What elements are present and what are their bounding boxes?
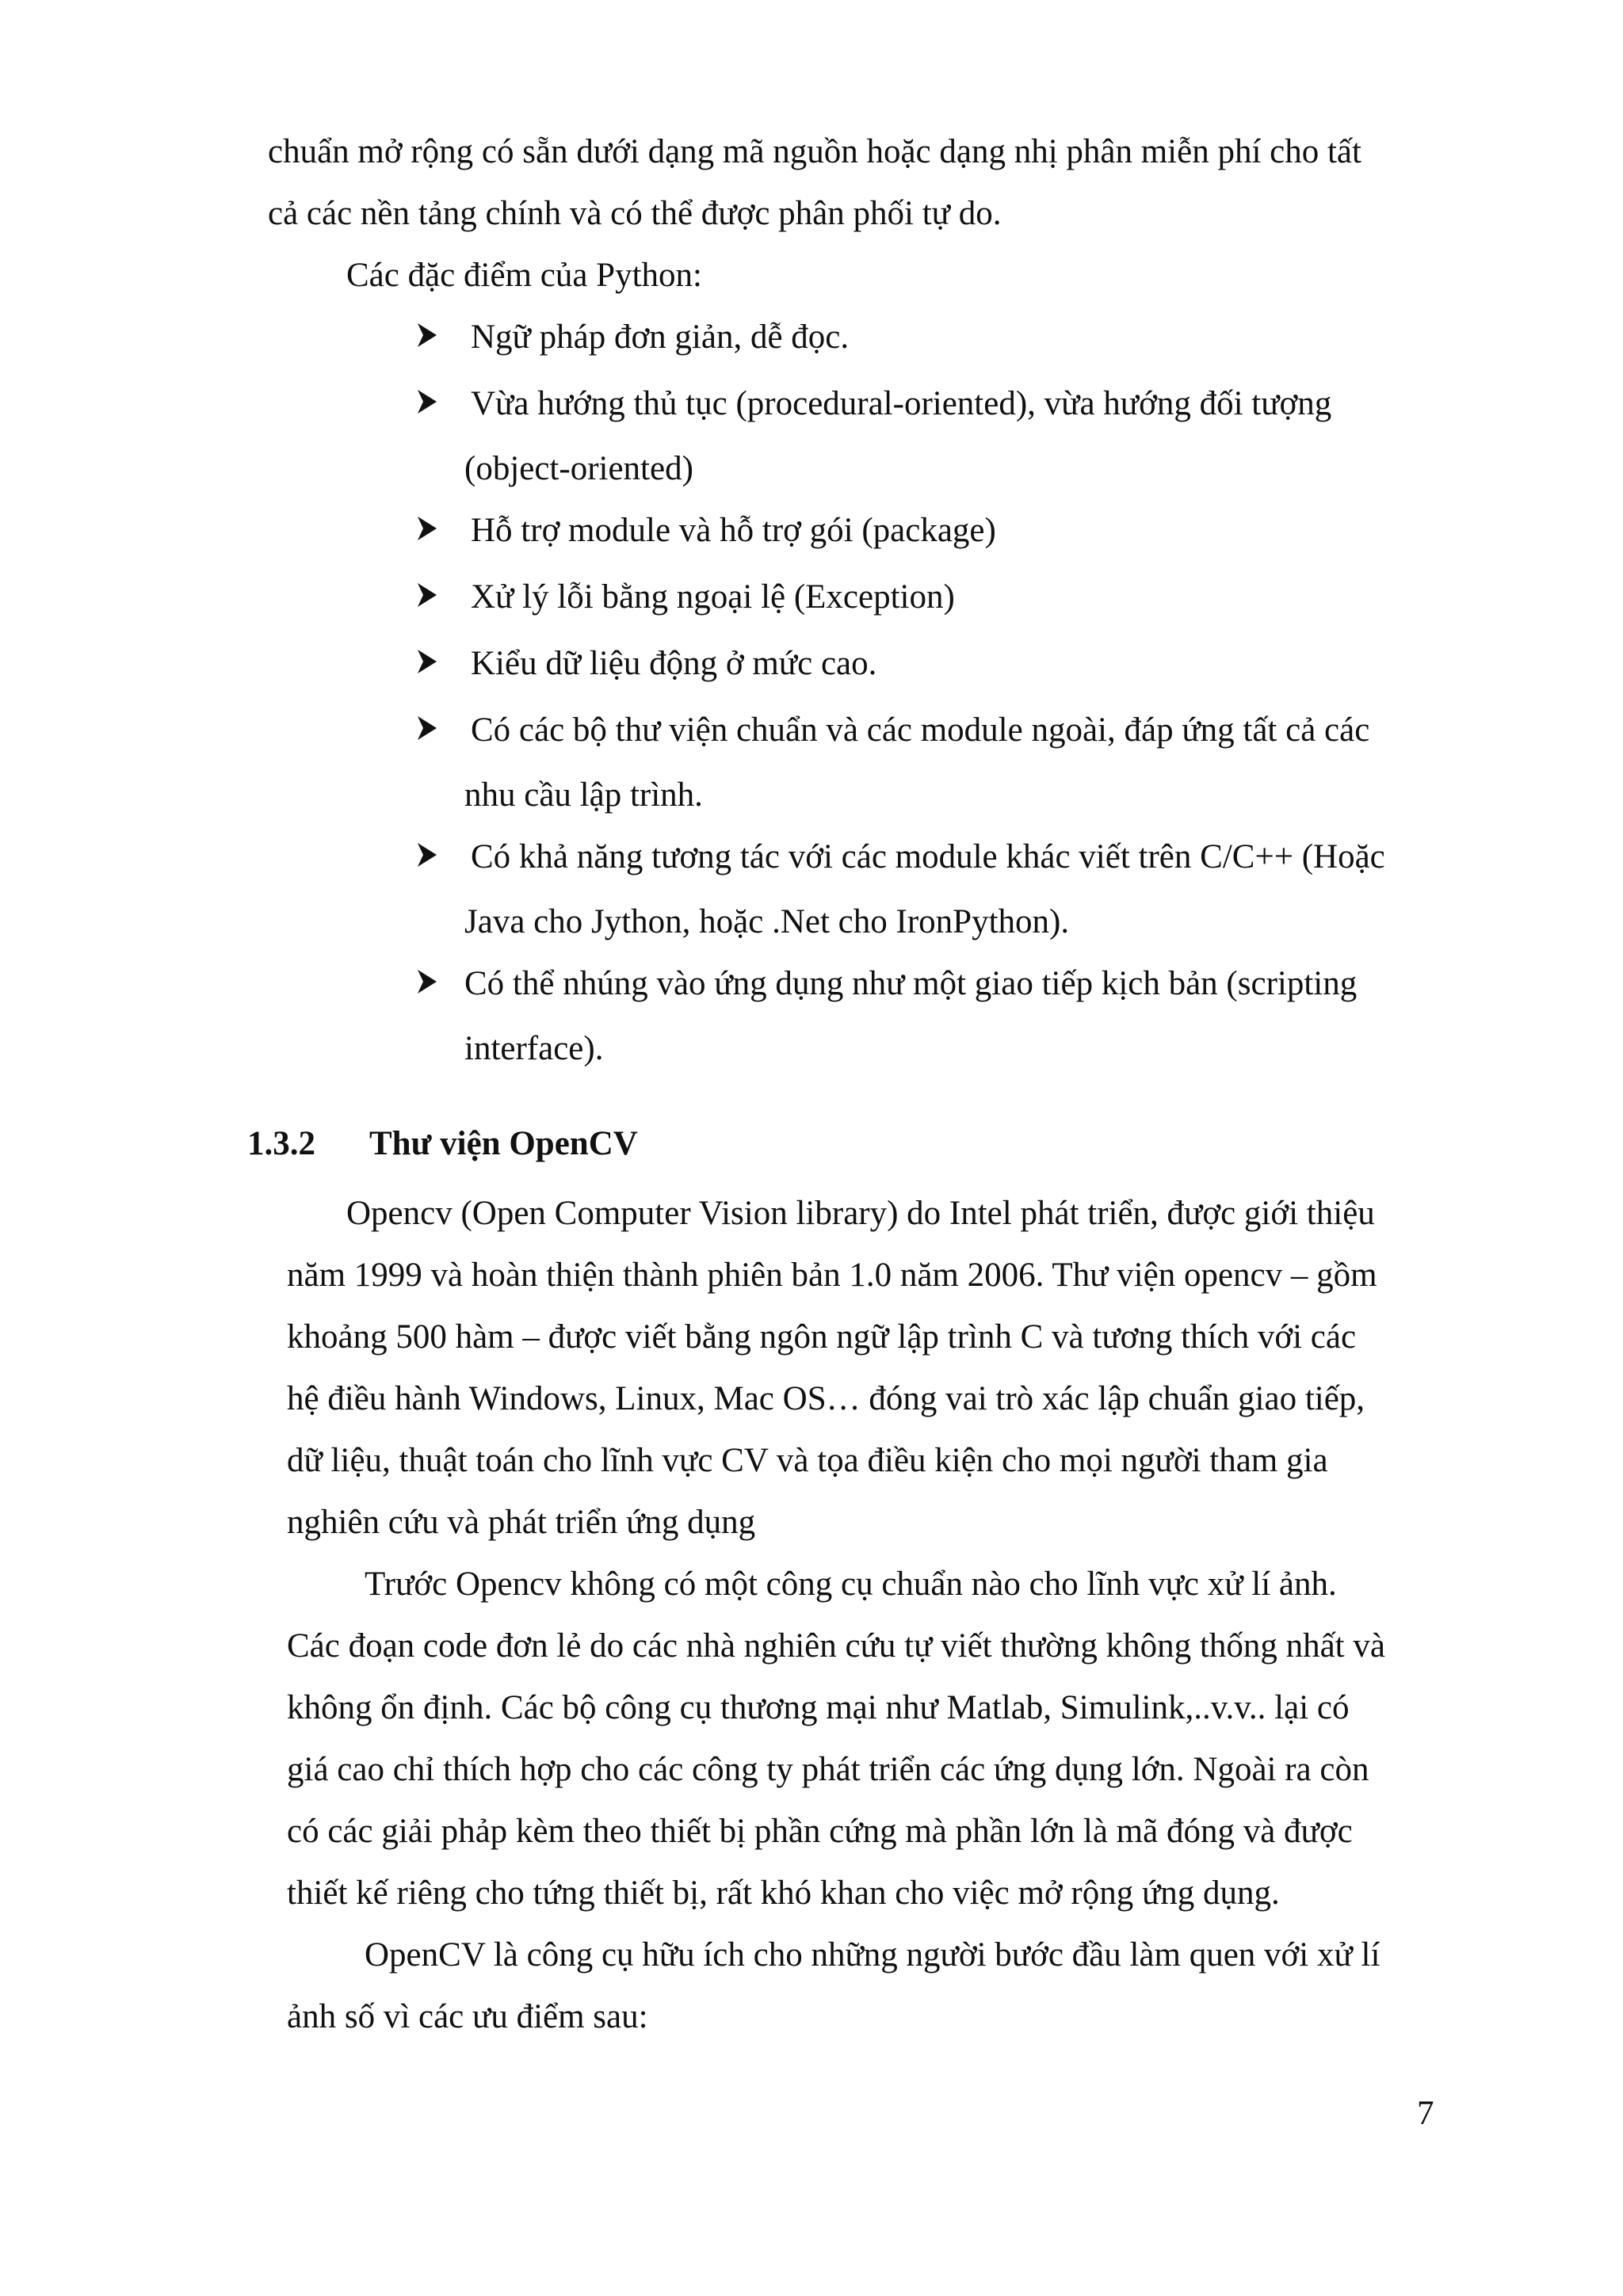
paragraph-line: nghiên cứu và phát triển ứng dụng (287, 1504, 756, 1541)
paragraph-line: không ổn định. Các bộ công cụ thương mại như Matlab, Simulink,..v.v.. lại có (287, 1689, 1350, 1726)
feature-item-text-cont: nhu cầu lập trình. (464, 776, 703, 814)
paragraph-line: giá cao chỉ thích hợp cho các công ty phát triển các ứng dụng lớn. Ngoài ra còn (287, 1751, 1369, 1788)
arrow-bullet-icon (416, 648, 438, 675)
feature-item-text: Ngữ pháp đơn giản, dễ đọc. (471, 318, 850, 356)
paragraph-line: có các giải phảp kèm theo thiết bị phần cứng mà phần lớn là mã đóng và được (287, 1813, 1353, 1850)
arrow-bullet-icon (416, 841, 438, 868)
section-title: Thư viện OpenCV (369, 1125, 638, 1162)
page-number: 7 (1417, 2095, 1434, 2132)
feature-item-text: Xử lý lỗi bằng ngoại lệ (Exception) (471, 578, 955, 616)
arrow-bullet-icon (416, 968, 438, 995)
arrow-bullet-icon (416, 322, 438, 349)
paragraph-line: ảnh số vì các ưu điểm sau: (287, 1998, 648, 2035)
paragraph-line: Trước Opencv không có một công cụ chuẩn nào cho lĩnh vực xử lí ảnh. (365, 1566, 1337, 1603)
feature-item-text-cont: interface). (464, 1030, 604, 1067)
feature-item-text: Có các bộ thư viện chuẩn và các module ngoài, đáp ứng tất cả các (471, 711, 1370, 749)
feature-item-text: Có khả năng tương tác với các module khác viết trên C/C++ (Hoặc (471, 838, 1385, 875)
paragraph-line: OpenCV là công cụ hữu ích cho những người bước đầu làm quen với xử lí (365, 1936, 1381, 1974)
feature-item-text-cont: Java cho Jython, hoặc .Net cho IronPython). (464, 903, 1070, 940)
arrow-bullet-icon (416, 715, 438, 742)
paragraph-line: Opencv (Open Computer Vision library) do Intel phát triển, được giới thiệu (346, 1195, 1375, 1232)
arrow-bullet-icon (416, 388, 438, 415)
feature-item-text: Kiểu dữ liệu động ở mức cao. (471, 645, 877, 682)
intro-line-2: cả các nền tảng chính và có thể được phân phối tự do. (268, 195, 1002, 232)
section-number: 1.3.2 (247, 1125, 315, 1162)
paragraph-line: năm 1999 và hoàn thiện thành phiên bản 1.0 năm 2006. Thư viện opencv – gồm (287, 1257, 1377, 1294)
paragraph-line: Các đoạn code đơn lẻ do các nhà nghiên cứu tự viết thường không thống nhất và (287, 1627, 1385, 1665)
paragraph-line: hệ điều hành Windows, Linux, Mac OS… đóng vai trò xác lập chuẩn giao tiếp, (287, 1380, 1365, 1417)
arrow-bullet-icon (416, 515, 438, 542)
feature-item-text: Hỗ trợ module và hỗ trợ gói (package) (471, 512, 996, 549)
feature-item-text: Vừa hướng thủ tục (procedural-oriented), vừa hướng đối tượng (471, 385, 1332, 422)
paragraph-line: dữ liệu, thuật toán cho lĩnh vực CV và tọa điều kiện cho mọi người tham gia (287, 1442, 1328, 1479)
arrow-bullet-icon (416, 582, 438, 608)
features-label: Các đặc điểm của Python: (346, 257, 702, 294)
feature-item-text-cont: (object-oriented) (464, 450, 693, 487)
paragraph-line: khoảng 500 hàm – được viết bằng ngôn ngữ lập trình C và tương thích với các (287, 1318, 1357, 1356)
feature-item-text: Có thể nhúng vào ứng dụng như một giao tiếp kịch bản (scripting (464, 965, 1358, 1002)
intro-line-1: chuẩn mở rộng có sẵn dưới dạng mã nguồn hoặc dạng nhị phân miễn phí cho tất (268, 133, 1361, 170)
paragraph-line: thiết kế riêng cho tứng thiết bị, rất khó khan cho việc mở rộng ứng dụng. (287, 1875, 1280, 1912)
